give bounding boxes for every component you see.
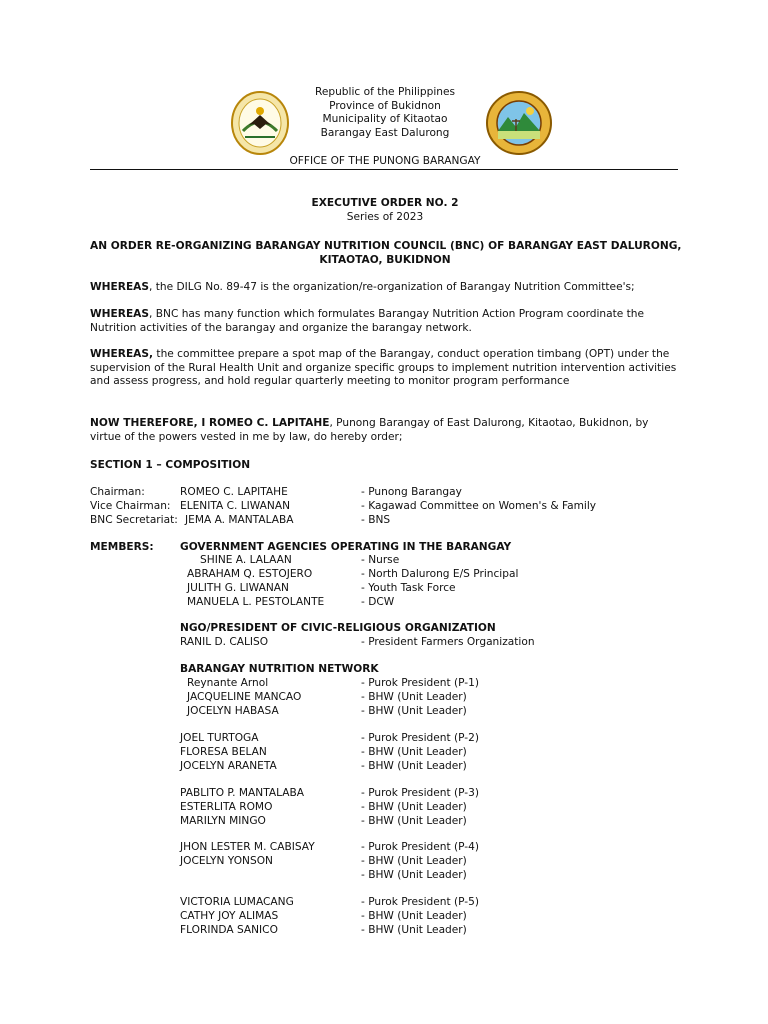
order-series: Series of 2023: [346, 211, 424, 223]
section-1-heading: SECTION 1 – COMPOSITION: [90, 459, 251, 471]
gov-agencies-heading: GOVERNMENT AGENCIES OPERATING IN THE BARANGAY: [180, 541, 512, 553]
member-position: - BHW (Unit Leader): [361, 815, 467, 827]
officer-role: Vice Chairman:: [90, 500, 171, 512]
officer-position: - Kagawad Committee on Women's & Family: [361, 500, 597, 512]
officer-name: ELENITA C. LIWANAN: [180, 500, 290, 512]
member-name: ESTERLITA ROMO: [180, 801, 273, 813]
member-name: JULITH G. LIWANAN: [187, 582, 289, 594]
member-position: - BHW (Unit Leader): [361, 691, 467, 703]
whereas-text: the committee prepare a spot map of the Barangay, conduct operation timbang (OPT) under the supervision of the Rural Health Unit and organize specific groups to implement nutrition intervention activities and assess progress, and hold regular quarterly meeting to monitor program performance: [90, 348, 677, 388]
whereas-text: , the DILG No. 89-47 is the organization/re-organization of Barangay Nutrition Committee's;: [149, 281, 635, 293]
member-position: - BHW (Unit Leader): [361, 924, 467, 936]
member-position: - Purok President (P-2): [361, 732, 479, 744]
member-position: - North Dalurong E/S Principal: [361, 568, 519, 580]
header-divider: [90, 169, 678, 170]
member-position: - DCW: [361, 596, 395, 608]
now-therefore-clause: [90, 417, 680, 444]
nutrition-network-heading: BARANGAY NUTRITION NETWORK: [180, 663, 379, 675]
header-line-republic: Republic of the Philippines: [314, 86, 456, 98]
member-position: - BHW (Unit Leader): [361, 869, 467, 881]
member-name: MANUELA L. PESTOLANTE: [187, 596, 325, 608]
member-position: - BHW (Unit Leader): [361, 910, 467, 922]
member-position: - BHW (Unit Leader): [361, 801, 467, 813]
member-name: JHON LESTER M. CABISAY: [180, 841, 315, 853]
member-position: - BHW (Unit Leader): [361, 705, 467, 717]
whereas-lead: WHEREAS: [90, 308, 150, 320]
member-name: FLORINDA SANICO: [180, 924, 278, 936]
member-name: MARILYN MINGO: [180, 815, 266, 827]
member-position: - President Farmers Organization: [361, 636, 535, 648]
member-position: - Youth Task Force: [361, 582, 456, 594]
members-label: MEMBERS:: [90, 541, 154, 553]
member-position: - Purok President (P-3): [361, 787, 479, 799]
order-subject-line-1: AN ORDER RE-ORGANIZING BARANGAY NUTRITION COUNCIL (BNC) OF BARANGAY EAST DALURONG,: [90, 240, 682, 252]
whereas-clause-3: [90, 348, 680, 389]
header-line-province: Province of Bukidnon: [329, 99, 441, 112]
member-name: ABRAHAM Q. ESTOJERO: [187, 568, 313, 580]
now-therefore-text: , Punong Barangay of East Dalurong, Kitaotao, Bukidnon, by virtue of the powers vested in me by law, do hereby order;: [90, 417, 649, 443]
officer-role: BNC Secretariat:: [90, 514, 178, 526]
whereas-lead: WHEREAS,: [90, 348, 154, 360]
member-name: JOCELYN ARANETA: [180, 760, 277, 772]
member-position: - BHW (Unit Leader): [361, 746, 467, 758]
member-name: SHINE A. LALAAN: [200, 554, 292, 566]
member-name: CATHY JOY ALIMAS: [180, 910, 279, 922]
member-name: PABLITO P. MANTALABA: [180, 787, 305, 799]
member-name: JACQUELINE MANCAO: [187, 691, 302, 703]
whereas-text: , BNC has many function which formulates Barangay Nutrition Action Program coordinate the Nutrition activities of the barangay and organize the barangay network.: [90, 308, 645, 334]
whereas-lead: WHEREAS: [90, 281, 150, 293]
member-position: - Purok President (P-1): [361, 677, 479, 689]
member-name: Reynante Arnol: [187, 677, 269, 689]
whereas-clause-2: [90, 308, 680, 335]
order-title: EXECUTIVE ORDER NO. 2: [311, 197, 459, 209]
member-name: JOCELYN HABASA: [187, 705, 279, 717]
member-name: JOCELYN YONSON: [180, 855, 273, 867]
officer-position: - BNS: [361, 514, 391, 526]
officer-position: - Punong Barangay: [361, 486, 462, 498]
member-position: - Purok President (P-5): [361, 896, 479, 908]
officer-role: Chairman:: [90, 486, 145, 498]
member-position: - Nurse: [361, 554, 400, 566]
office-title: OFFICE OF THE PUNONG BARANGAY: [289, 155, 481, 167]
header-line-municipality: Municipality of Kitaotao: [322, 113, 448, 126]
ngo-heading: NGO/PRESIDENT OF CIVIC-RELIGIOUS ORGANIZATION: [180, 622, 496, 634]
member-position: - BHW (Unit Leader): [361, 855, 467, 867]
order-subject-line-2: KITAOTAO, BUKIDNON: [319, 254, 451, 266]
member-name: JOEL TURTOGA: [180, 732, 259, 744]
member-position: - Purok President (P-4): [361, 841, 479, 853]
member-name: RANIL D. CALISO: [180, 636, 269, 648]
member-name: FLORESA BELAN: [180, 746, 267, 758]
officer-name: JEMA A. MANTALABA: [185, 514, 294, 526]
header-line-barangay: Barangay East Dalurong: [320, 126, 450, 139]
member-position: - BHW (Unit Leader): [361, 760, 467, 772]
officer-name: ROMEO C. LAPITAHE: [180, 486, 288, 498]
now-therefore-lead: NOW THEREFORE, I ROMEO C. LAPITAHE: [90, 417, 330, 429]
member-name: VICTORIA LUMACANG: [180, 896, 294, 908]
whereas-clause-1: [90, 281, 680, 295]
